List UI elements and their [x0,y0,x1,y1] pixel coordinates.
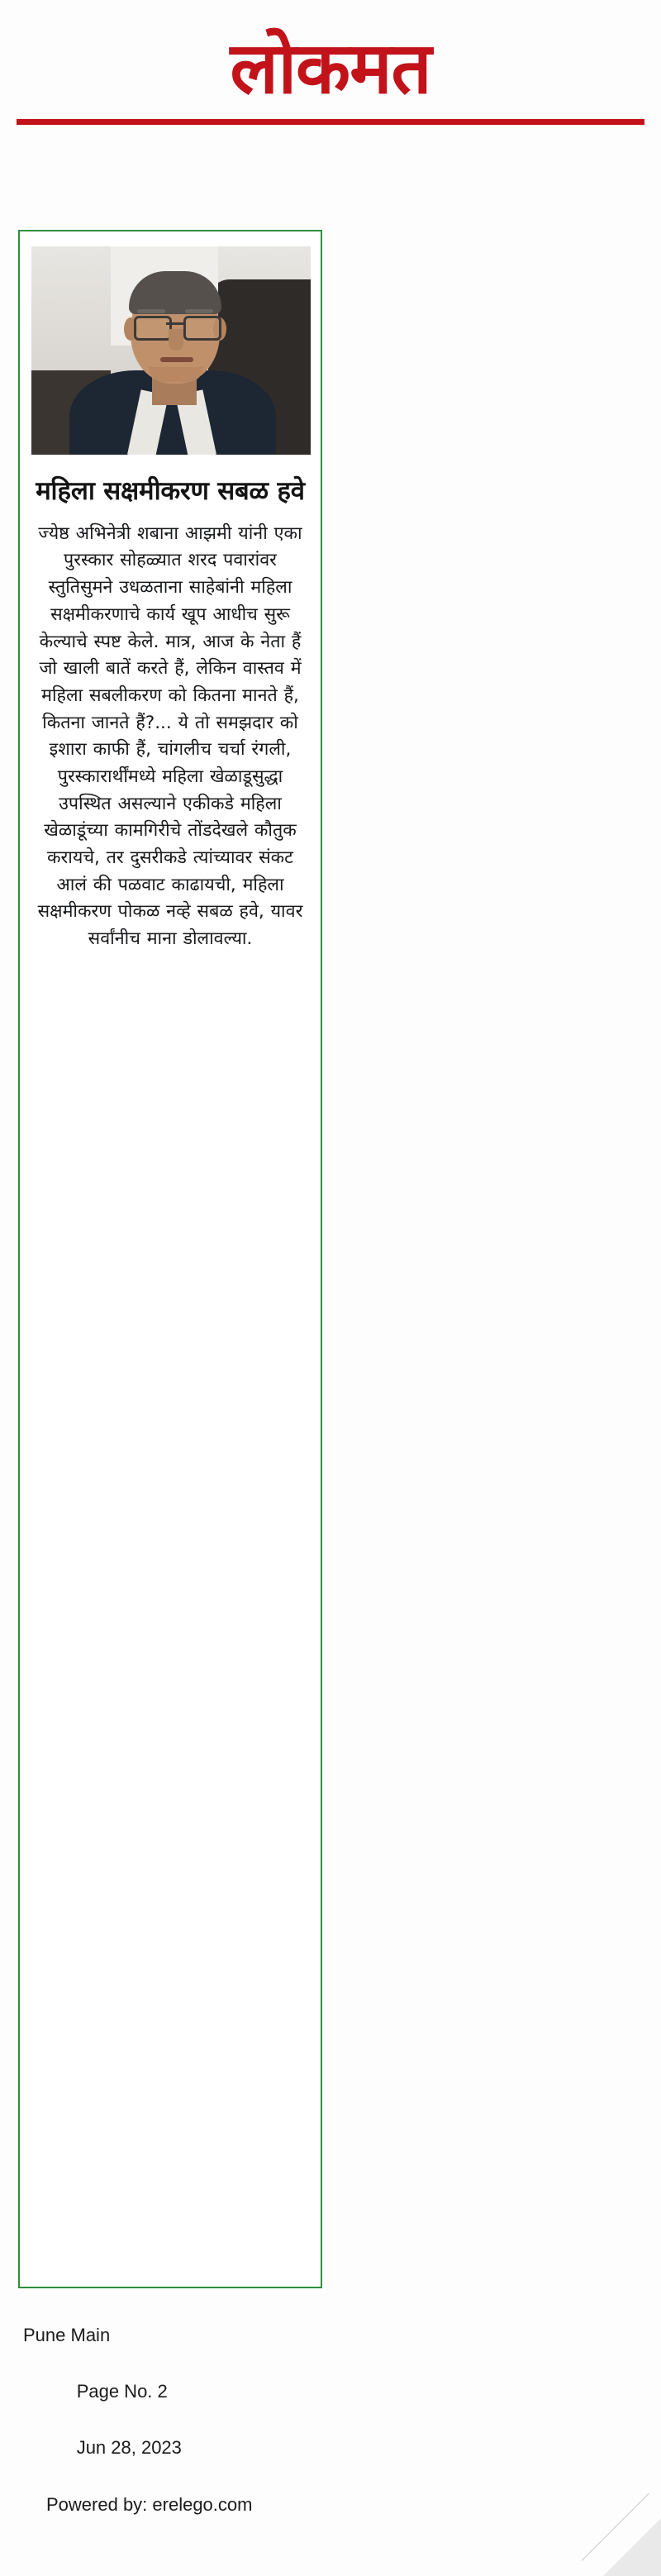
photo-spectacle-left [134,316,172,341]
photo-spectacle-bridge [166,322,184,325]
footer-date: Jun 28, 2023 [76,2437,182,2459]
photo-eyebrow-left [137,309,165,313]
footer-page-number: Page No. 2 [76,2381,168,2402]
article-headline: महिला सक्षमीकरण सबळ हवे [36,476,305,506]
clipping-footer [23,2321,330,2519]
photo-chin [149,367,203,382]
article-photo [31,246,311,455]
masthead-divider [17,119,644,125]
page-corner-fold-line [578,2493,661,2576]
footer-page-date-row [23,2349,330,2490]
footer-edition: Pune Main [23,2325,111,2345]
article-clipping [18,230,322,2288]
photo-mouth [160,357,193,362]
photo-eyebrow-right [185,309,213,313]
footer-powered-by: Powered by: erelego.com [46,2493,253,2515]
masthead [0,0,661,125]
masthead-title: लोकमत [230,27,431,110]
photo-nose [169,329,183,351]
photo-spectacle-right [183,316,221,341]
article-body: ज्येष्ठ अभिनेत्री शबाना आझमी यांनी एका पुरस्कार सोहळ्यात शरद पवारांवर स्तुतिसुमने उधळताना साहेबांनी महिला सक्षमीकरणाचे कार्य खूप आधीच सुरू केल्याचे स्पष्ट केले. मात्र, आज के नेता हैं जो खाली बातें करते हैं, लेकिन वास्तव में महिला सबलीकरण को कितना मानते हैं, कितना जानते हैं?... ये तो समझदार को इशारा काफी हैं, चांगलीच चर्चा रंगली, पुरस्कारार्थींमध्ये महिला खेळाडूसुद्धा उपस्थित असल्याने एकीकडे महिला खेळाडूंच्या कामगिरीचे तोंडदेखले कौतुक करायचे, तर दुसरीकडे त्यांच्यावर संकट आलं की पळवाट काढायची, महिला सक्षमीकरण पोकळ नव्हे सबळ हवे, यावर सर्वांनीच माना डोलावल्या. [37,522,303,949]
